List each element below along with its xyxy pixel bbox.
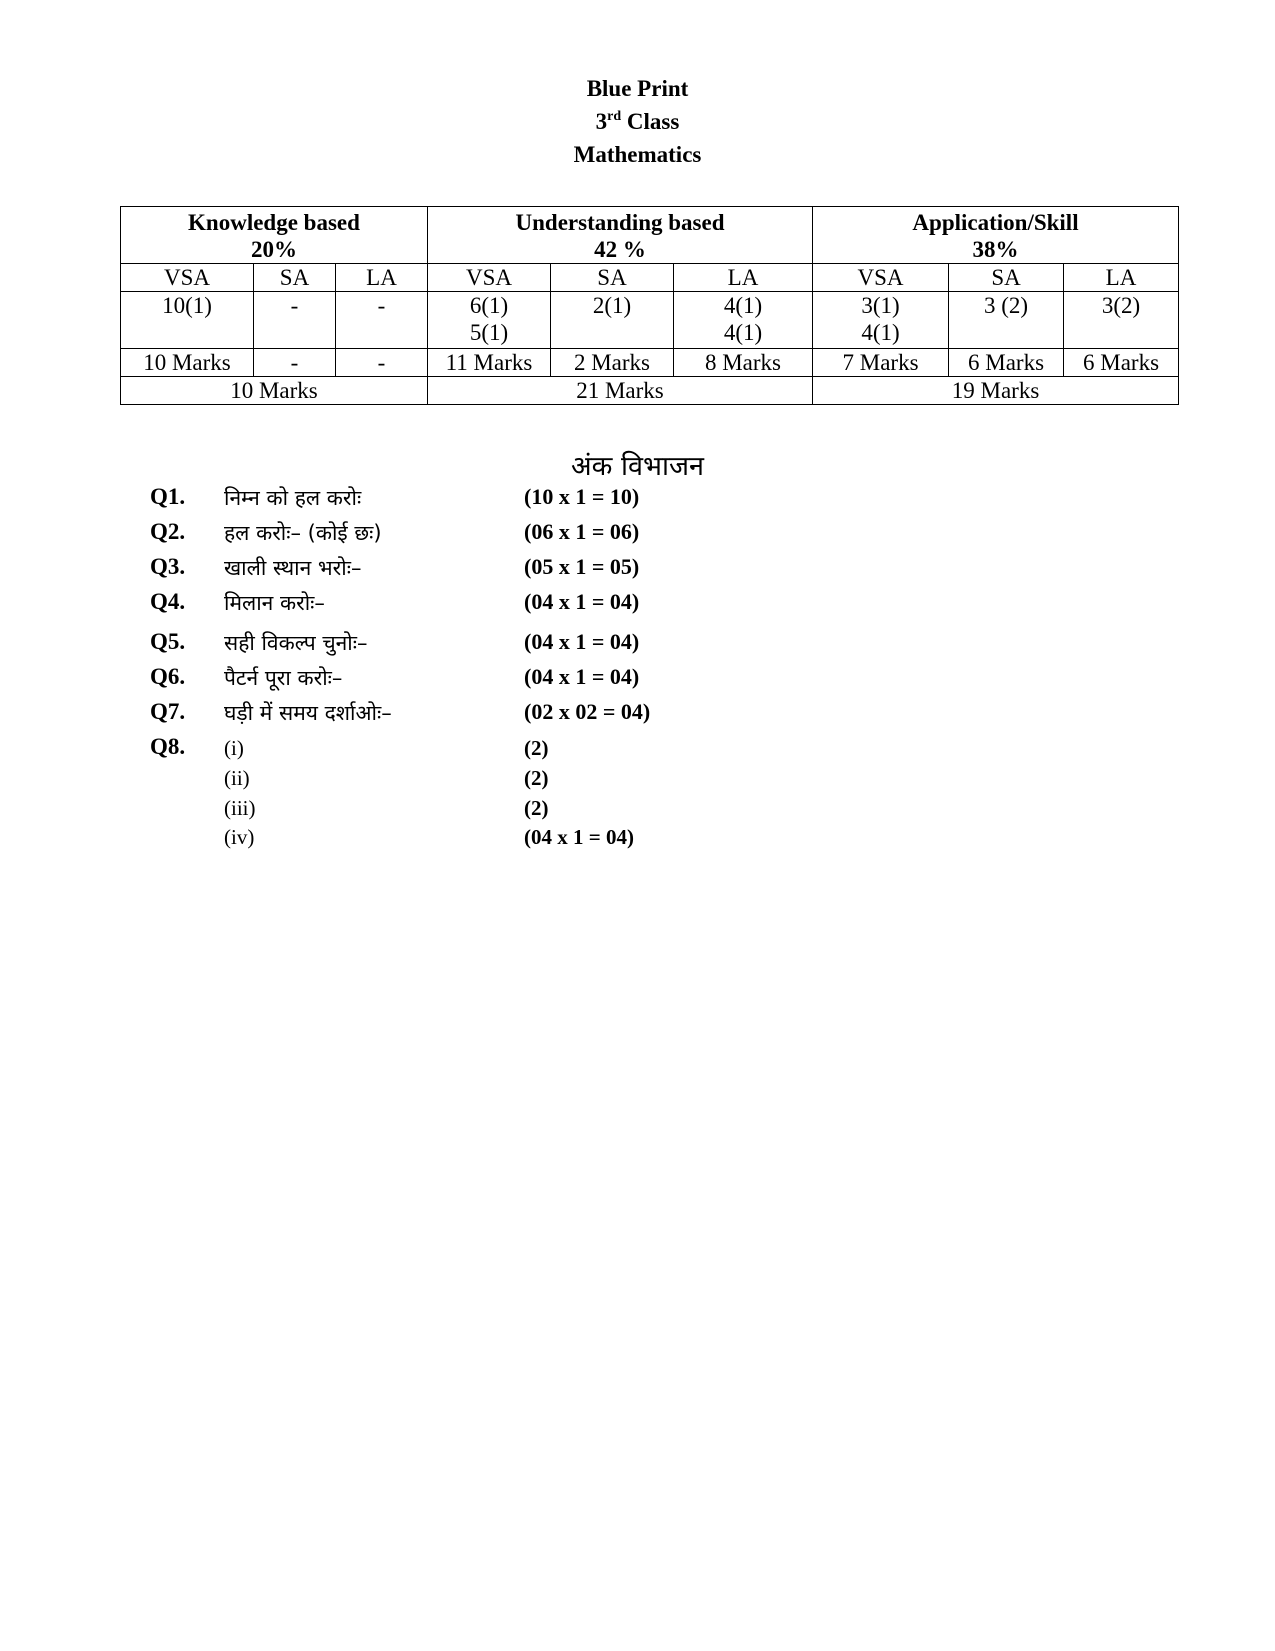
question-number: Q6. [150,664,186,689]
marks-cell: 10 Marks [121,349,254,377]
question-number: Q7. [150,699,186,724]
question-number: Q4. [150,589,186,614]
category-name: Knowledge based [188,210,360,235]
type-cell: VSA [428,264,551,292]
marks-cell: 6 Marks [1064,349,1179,377]
question-text: खाली स्थान भरोः– [224,556,362,580]
question-text: मिलान करोः– [224,591,325,615]
category-knowledge [121,207,428,264]
totals-row [121,377,1179,405]
type-cell: LA [1064,264,1179,292]
question-marks: (04 x 1 = 04) [524,664,640,689]
category-application [813,207,1179,264]
question-row [150,664,850,698]
q8-part [224,766,824,796]
part-marks: (2) [524,736,549,760]
q8-part [224,736,824,766]
part-label: (ii) [224,766,250,790]
type-row [121,264,1179,292]
category-name: Understanding based [515,210,725,235]
type-cell: SA [949,264,1064,292]
class-ordinal: rd [607,109,622,124]
question-row [150,484,850,518]
value-cell [551,292,674,349]
question-number: Q8. [150,734,186,759]
question-marks: (10 x 1 = 10) [524,484,640,509]
class-line [0,105,1275,138]
marks-row [121,349,1179,377]
question-marks: (06 x 1 = 06) [524,519,640,544]
class-number: 3 [595,109,608,134]
value-line: 3 (2) [983,293,1029,318]
value-line: 2(1) [592,293,632,318]
category-name: Application/Skill [912,210,1079,235]
value-line: 10(1) [162,293,212,318]
question-number: Q3. [150,554,186,579]
q8-part [224,796,824,826]
marks-cell: 7 Marks [813,349,949,377]
question-number: Q1. [150,484,186,509]
type-cell: LA [336,264,428,292]
part-label: (iii) [224,796,256,820]
value-line: 5(1) [469,320,509,345]
values-row [121,292,1179,349]
type-cell: SA [551,264,674,292]
value-cell [121,292,254,349]
q8-part [224,825,824,855]
document-header [0,72,1275,171]
category-row [121,207,1179,264]
question-row [150,699,850,733]
question-text: पैटर्न पूरा करोः– [224,666,343,690]
subject-title: Mathematics [573,142,702,167]
total-cell: 21 Marks [428,377,813,405]
question-number: Q2. [150,519,186,544]
question-marks: (02 x 02 = 04) [524,699,651,724]
marks-cell: 2 Marks [551,349,674,377]
doc-title: Blue Print [586,76,689,101]
marks-cell: 8 Marks [674,349,813,377]
type-cell: VSA [121,264,254,292]
question-text: हल करोः– (कोई छः) [224,521,382,545]
question-row [150,554,850,588]
part-marks: (2) [524,766,549,790]
category-percent: 20% [251,237,297,262]
value-cell [336,292,428,349]
question-text: घड़ी में समय दर्शाओः– [224,701,392,725]
part-marks: (2) [524,796,549,820]
value-line: - [290,293,299,318]
total-cell: 10 Marks [121,377,428,405]
category-percent: 42 % [594,237,646,262]
type-cell: LA [674,264,813,292]
question-text: सही विकल्प चुनोः– [224,631,368,655]
value-cell [254,292,336,349]
value-line: 3(2) [1101,293,1141,318]
part-label: (i) [224,736,244,760]
category-percent: 38% [972,237,1019,262]
question-number: Q5. [150,629,186,654]
value-cell [428,292,551,349]
value-cell [813,292,949,349]
question-marks: (05 x 1 = 05) [524,554,640,579]
marks-cell: - [336,349,428,377]
value-line: 3(1) [861,293,900,318]
question-marks: (04 x 1 = 04) [524,589,640,614]
question-text: निम्न को हल करोः [224,486,362,510]
question-row [150,589,850,623]
marks-cell: - [254,349,336,377]
value-line: - [377,293,386,318]
value-line: 6(1) [469,293,509,318]
type-cell: VSA [813,264,949,292]
value-cell [949,292,1064,349]
value-line: 4(1) [723,293,763,318]
value-line: 4(1) [861,320,900,345]
question-marks: (04 x 1 = 04) [524,629,640,654]
value-line: 4(1) [723,320,763,345]
value-cell [1064,292,1179,349]
part-marks: (04 x 1 = 04) [524,825,634,849]
value-cell [674,292,813,349]
marks-cell: 11 Marks [428,349,551,377]
class-word: Class [626,109,680,134]
question-row [150,519,850,553]
blueprint-table [120,206,1179,405]
category-understanding [428,207,813,264]
marks-cell: 6 Marks [949,349,1064,377]
type-cell: SA [254,264,336,292]
section-title: अंक विभाजन [571,451,704,482]
question-row [150,629,850,663]
part-label: (iv) [224,825,255,849]
total-cell: 19 Marks [813,377,1179,405]
